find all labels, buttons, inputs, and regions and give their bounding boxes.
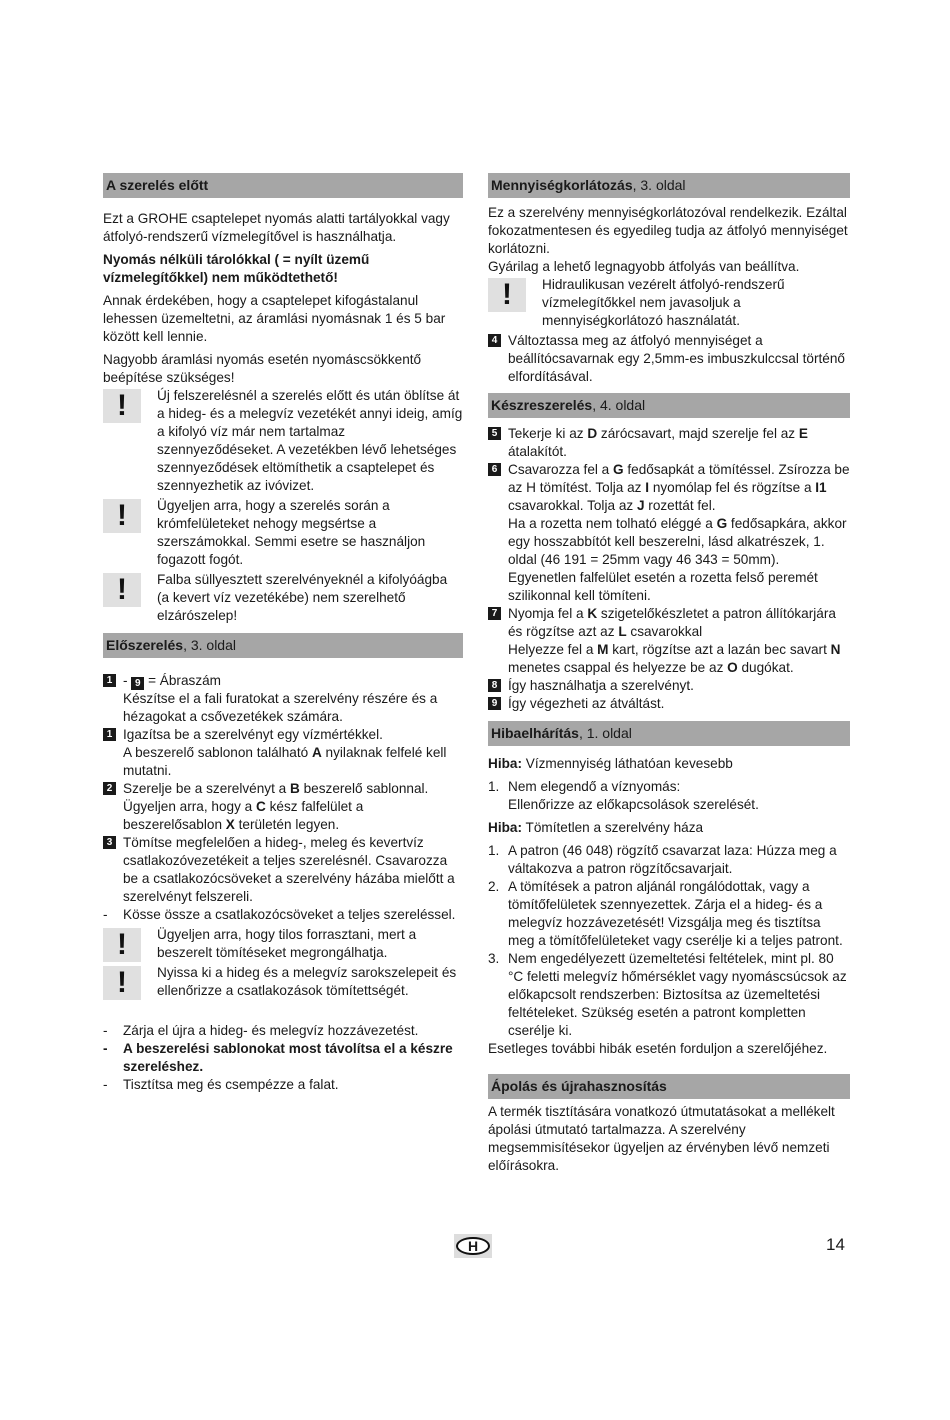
exclamation-icon: ! <box>103 499 141 533</box>
section-header-before-install: A szerelés előtt <box>103 173 463 198</box>
list-item: 1. A patron (46 048) rögzítő csavarzat laza: Húzza meg a váltakozva a patron rögzítőcsavarjait. <box>488 843 837 876</box>
care-paragraph: A termék tisztítására vonatkozó útmutatásokat a mellékelt ápolási útmutató tartalmazza. A szerelvény megsemmisítésekor ügyeljen az érvényben lévő nemzeti előírásokra. <box>488 1104 835 1173</box>
warning-chrome: ! Ügyeljen arra, hogy a szerelés során a krómfelületeket nehogy megsértse a szerszámokkal. Semmi esetre se használjon fogazott fogót. <box>103 497 463 569</box>
warning-bold-paragraph: Nyomás nélküli tárolókkal ( = nyílt üzemű vízmelegítőkkel) nem működtethető! <box>103 252 370 285</box>
step-4: 4 Változtassa meg az átfolyó mennyiséget a beállítócsavarnak egy 2,5mm-es imbuszkulccsal történő elfordításával. <box>488 332 850 386</box>
step-number: 2 <box>103 782 116 795</box>
step-9: 9 Így végezheti az átváltást. <box>488 695 850 713</box>
step-1: 1 Igazítsa be a szerelvényt egy vízmértékkel. A beszerelő sablonon található A nyilaknak felfelé kell mutatni. <box>103 726 463 780</box>
fault-2: Hiba: Tömítetlen a szerelvény háza <box>488 820 704 835</box>
list-item: 3. Nem engedélyezett üzemeltetési feltételek, mint pl. 80 °C feletti melegvíz hőmérséklet vagy nyomáscsúcsok az előkapcsolt rendszerben: Biztosítsa az üzemeltetési feltételeket. Szükség esetén a patront kompletten cserélje ki. <box>488 951 847 1038</box>
exclamation-icon: ! <box>103 573 141 607</box>
dash-item-connect: - Kösse össze a csatlakozócsöveket a teljes szereléssel. <box>103 907 456 922</box>
pressure-reducer-paragraph: Nagyobb áramlási nyomás esetén nyomáscsökkentő beépítése szükséges! <box>103 352 422 385</box>
exclamation-icon: ! <box>488 278 526 312</box>
step-number: 9 <box>488 697 501 710</box>
language-badge: H <box>454 1234 492 1258</box>
warning-hydraulic: ! Hidraulikusan vezérelt átfolyó-rendszerű vízmelegítőkkel nem javasoljuk a mennyiségkorlátozó használatát. <box>488 276 850 330</box>
exclamation-icon: ! <box>103 928 141 962</box>
step-number-9: 9 <box>131 677 144 690</box>
section-header-preinstall: Előszerelés, 3. oldal <box>103 633 463 658</box>
section-header-care: Ápolás és újrahasznosítás <box>488 1074 850 1099</box>
step-number: 8 <box>488 679 501 692</box>
step-2: 2 Szerelje be a szerelvényt a B beszerelő sablonnal. Ügyeljen arra, hogy a C kész falfelület a beszerelősablon X területén legyen. <box>103 780 463 834</box>
further-faults-paragraph: Esetleges további hibák esetén forduljon a szerelőjéhez. <box>488 1041 828 1056</box>
step-8: 8 Így használhatja a szerelvényt. <box>488 677 850 695</box>
step-number: 7 <box>488 607 501 620</box>
warning-flush: ! Új felszerelésnél a szerelés előtt és után öblítse át a hideg- és a melegvíz vezetékét annyi ideig, amíg a kifolyó víz már nem tartalmaz szennyeződéseket. A vezetékben lévő lehetséges szennyeződések eltömíthetik a csaptelepet és szennyezhetik az ivóvizet. <box>103 387 463 495</box>
left-column <box>103 173 463 1094</box>
list-item: 1. Nem elegendő a víznyomás: Ellenőrizze az előkapcsolások szerelését. <box>488 779 759 812</box>
intro-paragraph: Ezt a GROHE csaptelepet nyomás alatti tartályokkal vagy átfolyó-rendszerű vízmelegítővel is használhatja. <box>103 211 450 244</box>
warning-shutoff: ! Falba süllyesztett szerelvényeknél a kifolyóágba (a kevert víz vezetékébe) nem szerelhető elzárószelep! <box>103 571 463 625</box>
step-6: 6 Csavarozza fel a G fedősapkát a tömítéssel. Zsírozza be az H tömítést. Tolja az I nyomólap fel és rögzítse a I1 csavarokkal. Tolja az J rozettát fel. Ha a rozetta nem tolható eléggé a G fedősapkára, akkor egy hosszabbítót kell beszerelni, lásd alkatrészek, 1. oldal (46 191 = 25mm vagy 46 343 = 50mm). Egyenetlen falfelület esetén a rozetta felső peremét szilikonnal kell tömíteni. <box>488 461 850 605</box>
dash-item-close: - Zárja el újra a hideg- és melegvíz hozzávezetést. <box>103 1023 419 1038</box>
right-column <box>488 173 850 1175</box>
step-7: 7 Nyomja fel a K szigetelőkészletet a patron állítókarjára és rögzítse azt az L csavarokkal Helyezze fel a M kart, rögzítse azt a lazán bec savart N menetes csappal és helyezze be az O dugókat. <box>488 605 850 677</box>
exclamation-icon: ! <box>103 966 141 1000</box>
factory-setting-paragraph: Gyárilag a lehető legnagyobb átfolyás van beállítva. <box>488 259 800 274</box>
step-number: 1 <box>103 728 116 741</box>
step-figure-range: 1 - 9 = Ábraszám Készítse el a fali furatokat a szerelvény részére és a hézagokat a csővezetékek számára. <box>103 672 463 726</box>
step-number-1: 1 <box>103 674 116 687</box>
list-item: 2. A tömítések a patron aljánál rongálódottak, vagy a tömítőfelületek szennyezettek. Zárja el a hideg- és a melegvíz hozzávezetését! Vizsgálja meg és tisztítsa meg a tömítőfelületeket vagy cserélje ki a teljes patront. <box>488 879 843 948</box>
step-number: 5 <box>488 427 501 440</box>
dash-item-tile: - Tisztítsa meg és csempézze a falat. <box>103 1077 339 1092</box>
warning-leak-check: ! Nyissa ki a hideg és a melegvíz sarokszelepeit és ellenőrizze a csatlakozások tömítettségét. <box>103 964 463 1000</box>
warning-soldering: ! Ügyeljen arra, hogy tilos forrasztani, mert a beszerelt tömítéseket megrongálhatja. <box>103 926 463 962</box>
page-number: 14 <box>826 1235 845 1254</box>
step-number: 3 <box>103 836 116 849</box>
flow-limit-paragraph: Ez a szerelvény mennyiségkorlátozóval rendelkezik. Ezáltal fokozatmentesen és egyedileg tudja az átfolyó mennyiséget korlátozni. <box>488 205 848 256</box>
section-header-flow-limit: Mennyiségkorlátozás, 3. oldal <box>488 173 850 198</box>
pressure-paragraph: Annak érdekében, hogy a csaptelepet kifogástalanul lehessen üzemeltetni, az áramlási nyomásnak 1 és 5 bar között kell lennie. <box>103 293 446 344</box>
exclamation-icon: ! <box>103 389 141 423</box>
step-5: 5 Tekerje ki az D zárócsavart, majd szerelje fel az E átalakítót. <box>488 425 850 461</box>
fault-1: Hiba: Vízmennyiség láthatóan kevesebb <box>488 756 733 771</box>
section-header-troubleshooting: Hibaelhárítás, 1. oldal <box>488 721 850 746</box>
section-header-final-install: Készreszerelés, 4. oldal <box>488 393 850 418</box>
fault-2-list <box>488 842 850 1040</box>
dash-item-remove-templates: - A beszerelési sablonokat most távolítsa el a készre szereléshez. <box>103 1041 453 1074</box>
step-number: 4 <box>488 334 501 347</box>
step-3: 3 Tömítse megfelelően a hideg-, meleg és kevertvíz csatlakozóvezetékeit a teljes szerelésnél. Csavarozza be a csatlakozócsöveket a szerelvény házába mielőtt a szerelvényt felszereli. <box>103 834 463 906</box>
step-number: 6 <box>488 463 501 476</box>
fault-1-list <box>488 778 850 814</box>
